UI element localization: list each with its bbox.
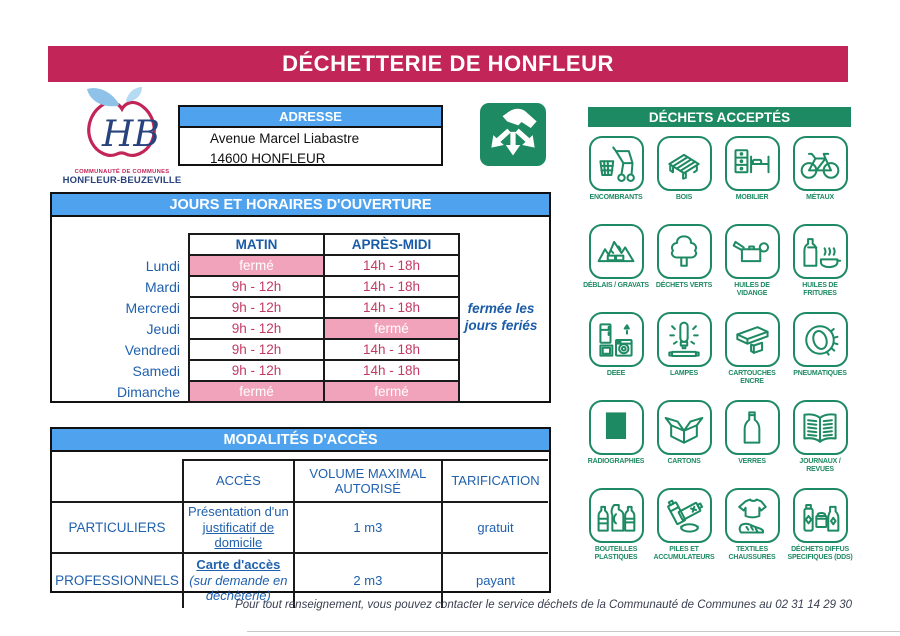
particuliers-volume-cell: 1 m3 [294,502,442,553]
dechet-item [650,136,718,224]
deee-icon [589,312,644,367]
acces-text-plain: Présentation d'un [187,504,289,519]
dechet-label: DÉCHETS VERTS [655,282,713,289]
bois-icon [657,136,712,191]
hour-cell: 9h - 12h [189,339,324,360]
hour-cell: 9h - 12h [189,297,324,318]
day-label: Vendredi [124,341,180,358]
dechet-label: PILES ET ACCUMULATEURS [653,546,715,561]
cartouches-encre-icon [725,312,780,367]
mobilier-icon [725,136,780,191]
dds-icon [793,488,848,543]
hour-cell: 9h - 12h [189,360,324,381]
address-header: ADRESSE [180,107,441,128]
address-box [178,105,443,166]
dechet-label: TEXTILES CHAUSSURES [728,546,776,561]
column-header-volume: VOLUME MAXIMAL AUTORISÉ [294,460,442,502]
hour-cell: fermé [189,381,324,402]
professionnels-volume-cell: 2 m3 [294,553,442,608]
acces-text-underlined: justificatif de domicile [202,519,275,550]
dechet-label: VERRES [738,458,766,465]
dechet-item [718,224,786,312]
journaux-icon [793,400,848,455]
opening-hours-section [50,192,551,403]
cartons-icon [657,400,712,455]
dechet-item [650,488,718,576]
dechet-item [582,224,650,312]
hour-cell: 14h - 18h [324,360,459,381]
dechet-label: DÉBLAIS / GRAVATS [583,282,649,289]
dechet-label: HUILES DE VIDANGE [734,282,770,297]
row-label-professionnels: PROFESSIONNELS [52,553,183,608]
verres-icon [725,400,780,455]
apple-logo-graphic [56,84,188,166]
acces-note-line1: (sur demande en [189,572,288,588]
dechet-item [582,312,650,400]
dechet-label: ENCOMBRANTS [589,194,643,201]
dechet-label: MÉTAUX [806,194,834,201]
day-label: Mercredi [125,299,180,316]
dechet-item [786,488,854,576]
holidays-closed-note [450,300,552,334]
encombrants-icon [589,136,644,191]
dechets-grid [582,136,854,576]
opening-hours-header: JOURS ET HORAIRES D'OUVERTURE [52,194,549,217]
dechet-label: HUILES DE FRITURES [802,282,838,297]
logo-org-line2: HONFLEUR-BEUZEVILLE [62,175,182,186]
logo-monogram: HB [102,114,160,155]
dechet-item [718,400,786,488]
access-terms-header: MODALITÉS D'ACCÈS [52,429,549,452]
dechet-item [786,224,854,312]
column-header-tarification: TARIFICATION [442,460,548,502]
address-line1: Avenue Marcel Liabastre [210,131,360,146]
dechet-label: CARTONS [667,458,701,465]
dechet-label: CARTOUCHES ENCRE [728,370,776,385]
dechet-item [786,400,854,488]
dechet-label: JOURNAUX / REVUES [799,458,841,473]
hour-cell: 9h - 12h [189,276,324,297]
access-corner-cell [52,460,183,502]
dechet-item [582,400,650,488]
particuliers-acces-cell [183,502,294,553]
huiles-vidange-icon [725,224,780,279]
address-line2: 14600 HONFLEUR [210,151,326,166]
day-label [52,234,189,255]
logo-org-line1: COMMUNAUTÉ DE COMMUNES [74,169,170,175]
huiles-fritures-icon [793,224,848,279]
access-terms-section [50,427,551,604]
dechet-label: BOIS [675,194,693,201]
bouteilles-icon [589,488,644,543]
column-header-apresmidi: APRÈS-MIDI [324,234,459,255]
day-label: Jeudi [146,320,180,337]
note-line2: jours feriés [464,318,538,333]
dechet-label: DEEE [606,370,626,377]
day-label: Mardi [144,278,180,295]
pneumatiques-icon [793,312,848,367]
day-label: Samedi [132,362,180,379]
dechet-label: DÉCHETS DIFFUS SPECIFIQUES (DDS) [787,546,853,561]
hour-cell: 14h - 18h [324,339,459,360]
dechet-label: MOBILIER [735,194,769,201]
dechet-item [718,312,786,400]
dechet-label: RADIOGRAPHIES [587,458,645,465]
textiles-icon [725,488,780,543]
dechet-item [582,136,650,224]
accepted-waste-header: DÉCHETS ACCEPTÉS [588,107,851,127]
page-edge-line [247,631,900,632]
piles-icon [657,488,712,543]
community-logo [56,84,188,190]
metaux-icon [793,136,848,191]
particuliers-tarif-cell: gratuit [442,502,548,553]
dechet-label: PNEUMATIQUES [793,370,847,377]
dechet-item [582,488,650,576]
dechet-item [650,312,718,400]
dechet-item [718,488,786,576]
hour-cell: 14h - 18h [324,297,459,318]
row-label-particuliers: PARTICULIERS [52,502,183,553]
hour-cell: 14h - 18h [324,255,459,276]
professionnels-tarif-cell: payant [442,553,548,608]
contact-footer: Pour tout renseignement, vous pouvez contacter le service déchets de la Communauté de Communes au 02 31 14 29 30 [235,599,852,611]
day-label: Lundi [145,257,180,274]
dechet-label: LAMPES [670,370,698,377]
day-label: Dimanche [116,383,180,400]
column-header-matin: MATIN [189,234,324,255]
dechet-label: BOUTEILLES PLASTIQUES [594,546,638,561]
hour-cell: fermé [324,381,459,402]
dechets-verts-icon [657,224,712,279]
dechet-item [786,312,854,400]
hour-cell: fermé [324,318,459,339]
hour-cell: fermé [189,255,324,276]
hour-cell: 14h - 18h [324,276,459,297]
dechet-item [650,400,718,488]
note-line1: fermée les [467,301,535,316]
deblais-icon [589,224,644,279]
lampes-icon [657,312,712,367]
page-title: DÉCHETTERIE DE HONFLEUR [48,46,848,82]
dechet-item [786,136,854,224]
acces-card-text: Carte d'accès [196,557,281,573]
column-header-acces: ACCÈS [183,460,294,502]
waste-sorting-hand-icon [480,103,546,166]
hour-cell: 9h - 12h [189,318,324,339]
access-table [52,459,548,608]
acces-note-line2: déchèterie) [205,588,271,604]
radiographies-icon [589,400,644,455]
dechet-item [718,136,786,224]
opening-hours-table [52,233,460,403]
dechet-item [650,224,718,312]
